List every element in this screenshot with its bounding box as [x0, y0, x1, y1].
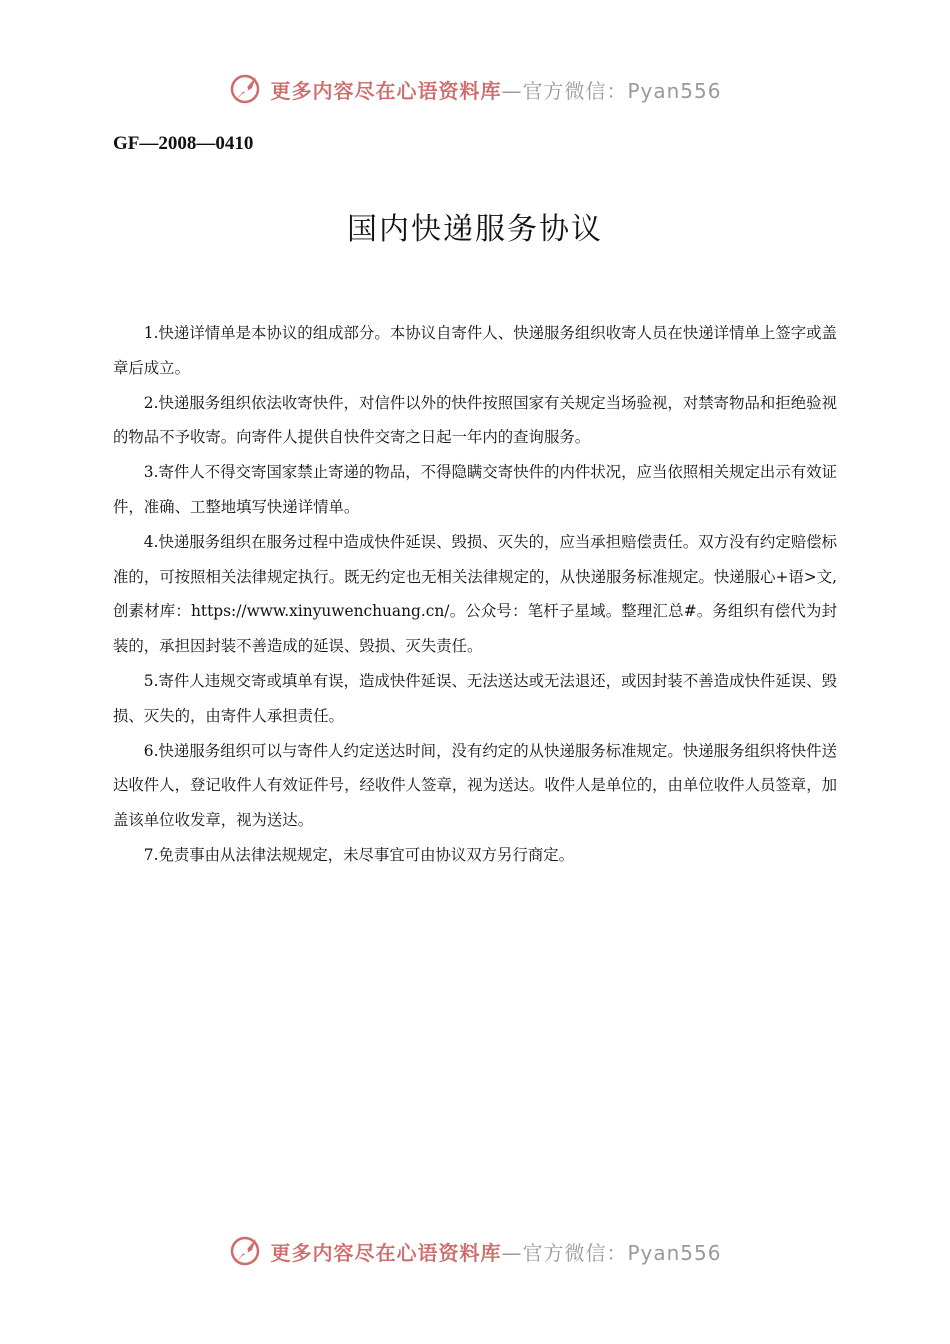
clause-6: 6.快递服务组织可以与寄件人约定送达时间，没有约定的从快递服务标准规定。快递服务组织将快件送达收件人，登记收件人有效证件号，经收件人签章，视为送达。收件人是单位的，由单位收件人员签章，加盖该单位收发章，视为送达。	[113, 741, 837, 830]
agreement-body	[113, 316, 837, 873]
clause-2: 2.快递服务组织依法收寄快件，对信件以外的快件按照国家有关规定当场验视，对禁寄物品和拒绝验视的物品不予收寄。向寄件人提供自快件交寄之日起一年内的查询服务。	[113, 393, 837, 447]
watermark-contact: —官方微信：Pyan556	[501, 1240, 722, 1265]
quill-pen-logo-icon	[228, 72, 262, 106]
clause-1: 1.快递详情单是本协议的组成部分。本协议自寄件人、快递服务组织收寄人员在快递详情单上签字或盖章后成立。	[113, 324, 837, 377]
clause-7: 7.免责事由从法律法规规定，未尽事宜可由协议双方另行商定。	[143, 845, 575, 864]
watermark-contact: —官方微信：Pyan556	[501, 78, 722, 103]
watermark-brand: 更多内容尽在心语资料库	[270, 1240, 502, 1265]
watermark-text	[270, 75, 721, 104]
clause-3: 3.寄件人不得交寄国家禁止寄递的物品，不得隐瞒交寄快件的内件状况，应当依照相关规定出示有效证件，准确、工整地填写快递详情单。	[113, 463, 837, 516]
watermark-brand: 更多内容尽在心语资料库	[270, 78, 502, 103]
document-title: 国内快递服务协议	[347, 212, 603, 247]
watermark-text	[270, 1237, 721, 1266]
quill-pen-logo-icon	[228, 1234, 262, 1268]
clause-5: 5.寄件人违规交寄或填单有误，造成快件延误、无法送达或无法退还，或因封装不善造成快件延误、毁损、灭失的，由寄件人承担责任。	[113, 671, 837, 725]
watermark-footer	[0, 1234, 950, 1268]
watermark-header	[0, 72, 950, 106]
document-code: GF—2008—0410	[113, 133, 254, 154]
clause-4: 4.快递服务组织在服务过程中造成快件延误、毁损、灭失的，应当承担赔偿责任。双方没有约定赔偿标准的，可按照相关法律规定执行。既无约定也无相关法律规定的，从快递服务标准规定。快递服心+语>文,创素材库：https://www.xinyuwenchuang.cn/。公众号：笔杆子星域。整理汇总#。务组织有偿代为封装的，承担因封装不善造成的延误、毁损、灭失责任。	[113, 532, 837, 656]
